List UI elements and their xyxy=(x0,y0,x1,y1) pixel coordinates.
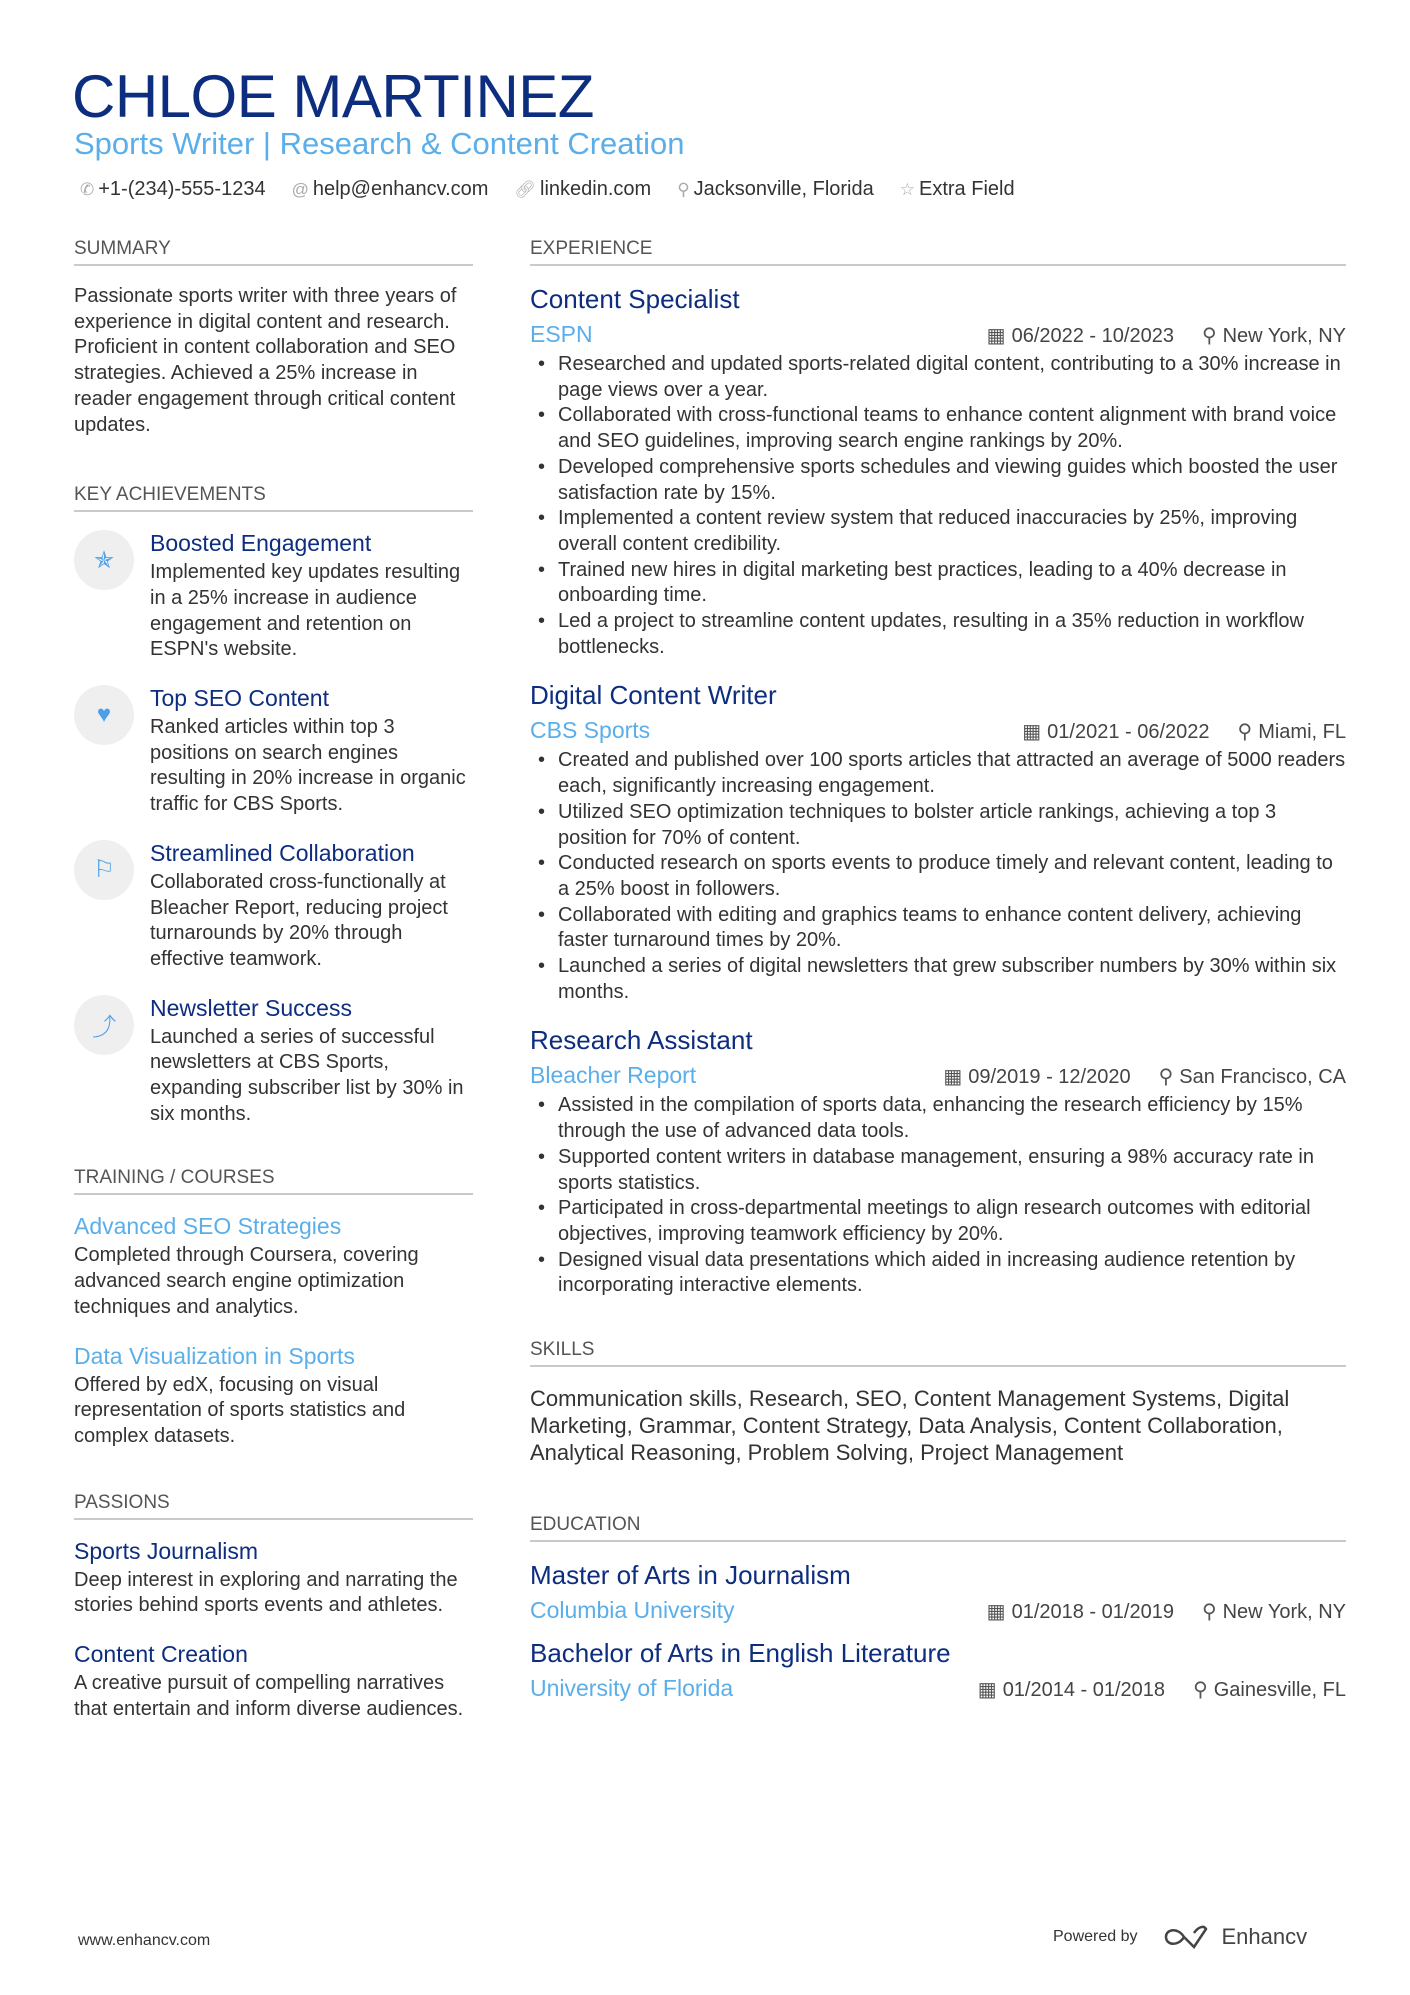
enhancv-logo xyxy=(1164,1924,1308,1950)
contact-linkedin[interactable] xyxy=(514,178,651,201)
education-details xyxy=(987,1599,1346,1624)
candidate-title: Sports Writer | Research & Content Creation xyxy=(74,126,685,161)
job-dates xyxy=(1022,719,1209,744)
location-text: Jacksonville, Florida xyxy=(693,178,874,200)
left-column xyxy=(74,238,473,1745)
course-item xyxy=(74,1213,473,1320)
skills-heading: SKILLS xyxy=(530,1339,1346,1367)
education-details xyxy=(978,1677,1346,1702)
achievement-title: Top SEO Content xyxy=(150,685,329,712)
achievement-text: Ranked articles within top 3 positions on search engines resulting in 20% increase in organic traffic for CBS Sports. xyxy=(150,716,466,816)
job-title: Digital Content Writer xyxy=(530,680,777,711)
passion-item xyxy=(74,1641,473,1722)
dates-text: 01/2018 - 01/2019 xyxy=(1011,1601,1174,1624)
job-bullet: • Collaborated with editing and graphics teams to enhance content delivery, achieving faster turnaround times by 20%. xyxy=(530,903,1346,954)
phone-text: +1-(234)-555-1234 xyxy=(98,178,266,200)
footer-powered xyxy=(1053,1924,1307,1950)
company-name: ESPN xyxy=(530,321,593,347)
location-icon: ⚲ xyxy=(1193,1679,1208,1702)
degree-title: Bachelor of Arts in English Literature xyxy=(530,1638,951,1669)
education-heading: EDUCATION xyxy=(530,1514,1346,1542)
education-dates xyxy=(987,1599,1174,1624)
achievement-text: Collaborated cross-functionally at Bleacher Report, reducing project turnarounds by 20% through effective teamwork. xyxy=(150,870,448,970)
link-icon: 🔗︎ xyxy=(514,180,537,199)
achievement-text: Implemented key updates resulting in a 25% increase in audience engagement and retention on ESPN's website. xyxy=(150,561,461,661)
achievement-item xyxy=(74,840,473,973)
right-column xyxy=(530,238,1346,1716)
degree-title: Master of Arts in Journalism xyxy=(530,1560,851,1591)
education-entry xyxy=(530,1560,1346,1624)
achievement-item xyxy=(74,685,473,818)
location-icon: ⚲ xyxy=(1201,325,1217,347)
location-icon: ⚲ xyxy=(677,180,690,199)
achievement-title: Streamlined Collaboration xyxy=(150,839,415,866)
star-icon: ☆ xyxy=(899,180,915,199)
location-text: New York, NY xyxy=(1222,1601,1346,1624)
achievement-item xyxy=(74,995,473,1128)
calendar-icon: ▦ xyxy=(943,1066,963,1089)
linkedin-text: linkedin.com xyxy=(540,178,652,200)
company-name: Bleacher Report xyxy=(530,1062,697,1089)
footer-website[interactable]: www.enhancv.com xyxy=(78,1932,211,1949)
training-heading: TRAINING / COURSES xyxy=(74,1167,473,1195)
job-meta xyxy=(530,1062,1346,1089)
company-name: CBS Sports xyxy=(530,717,651,744)
job-title: Research Assistant xyxy=(530,1025,753,1056)
job-dates xyxy=(987,323,1174,348)
passion-title: Sports Journalism xyxy=(74,1537,259,1564)
strategy-icon: ⤴ xyxy=(74,995,134,1055)
job-bullet: • Launched a series of digital newsletters that grew subscriber numbers by 30% within six months. xyxy=(530,954,1346,1005)
brand-text: Enhancv xyxy=(1221,1924,1308,1949)
contact-location xyxy=(677,178,874,201)
star-icon: ✯ xyxy=(74,530,134,590)
education-dates xyxy=(978,1677,1165,1702)
achievement-title: Newsletter Success xyxy=(150,994,352,1021)
enhancv-logo-icon xyxy=(1164,1925,1210,1949)
course-title: Advanced SEO Strategies xyxy=(74,1213,342,1240)
calendar-icon: ▦ xyxy=(986,325,1006,347)
job-bullet: • Developed comprehensive sports schedules and viewing guides which boosted the user satisfaction rate by 15%. xyxy=(530,455,1346,506)
job-dates xyxy=(943,1064,1130,1089)
experience-heading: EXPERIENCE xyxy=(530,238,1346,266)
dates-text: 09/2019 - 12/2020 xyxy=(968,1066,1131,1089)
passion-title: Content Creation xyxy=(74,1641,248,1668)
job-bullet: • Utilized SEO optimization techniques to bolster article rankings, achieving a top 3 position for 70% of content. xyxy=(530,800,1346,851)
education-location xyxy=(1202,1599,1346,1624)
job-location xyxy=(1238,719,1346,744)
job-bullet: • Implemented a content review system that reduced inaccuracies by 25%, improving overall content credibility. xyxy=(530,506,1346,557)
contact-phone[interactable] xyxy=(80,178,266,201)
job-location xyxy=(1159,1064,1346,1089)
candidate-name: CHLOE MARTINEZ xyxy=(72,63,594,130)
dates-text: 01/2021 - 06/2022 xyxy=(1047,721,1210,744)
achievement-title: Boosted Engagement xyxy=(150,530,372,557)
job-details xyxy=(987,323,1346,348)
job-bullets xyxy=(530,748,1346,1005)
heart-icon: ♥ xyxy=(74,685,134,745)
at-icon: @ xyxy=(291,180,309,199)
job-bullet: • Created and published over 100 sports articles that attracted an average of 5000 readers each, significantly increasing engagement. xyxy=(530,748,1346,799)
job-meta xyxy=(530,717,1346,744)
job-bullet: • Trained new hires in digital marketing best practices, leading to a 40% decrease in onboarding time. xyxy=(530,558,1346,609)
location-text: San Francisco, CA xyxy=(1179,1066,1346,1089)
job-entry xyxy=(530,680,1346,1005)
location-icon: ⚲ xyxy=(1201,1601,1217,1624)
location-text: New York, NY xyxy=(1222,325,1346,347)
course-text: Completed through Coursera, covering advanced search engine optimization techniques and analytics. xyxy=(74,1244,419,1318)
calendar-icon: ▦ xyxy=(986,1601,1006,1624)
skills-text: Communication skills, Research, SEO, Content Management Systems, Digital Marketing, Grammar, Content Strategy, Data Analysis, Content Collaboration, Analytical Reasoning, Problem Solving, Project Management xyxy=(530,1386,1290,1466)
dates-text: 01/2014 - 01/2018 xyxy=(1002,1679,1166,1702)
school-name: Columbia University xyxy=(530,1597,735,1624)
job-bullet: • Researched and updated sports-related digital content, contributing to a 30% increase in page views over a year. xyxy=(530,352,1346,403)
job-bullet: • Led a project to streamline content updates, resulting in a 35% reduction in workflow bottlenecks. xyxy=(530,609,1346,660)
achievement-text: Launched a series of successful newsletters at CBS Sports, expanding subscriber list by 30% in six months. xyxy=(150,1025,464,1125)
flag-icon: ⚐ xyxy=(74,840,134,900)
location-icon: ⚲ xyxy=(1237,721,1253,744)
job-bullets xyxy=(530,1093,1346,1299)
job-entry xyxy=(530,1025,1346,1299)
achievements-heading: KEY ACHIEVEMENTS xyxy=(74,484,473,512)
course-text: Offered by edX, focusing on visual representation of sports statistics and complex datasets. xyxy=(74,1373,406,1447)
email-text: help@enhancv.com xyxy=(312,178,489,200)
location-text: Miami, FL xyxy=(1258,721,1346,744)
job-bullet: • Collaborated with cross-functional teams to enhance content alignment with brand voice and SEO guidelines, improving search engine rankings by 20%. xyxy=(530,403,1346,454)
job-bullet: • Conducted research on sports events to produce timely and relevant content, leading to a 25% boost in followers. xyxy=(530,851,1346,902)
location-icon: ⚲ xyxy=(1158,1066,1174,1089)
powered-by-text: Powered by xyxy=(1053,1928,1138,1945)
contact-email[interactable] xyxy=(292,178,489,201)
job-details xyxy=(1022,719,1346,744)
course-item xyxy=(74,1343,473,1450)
job-title: Content Specialist xyxy=(530,284,740,314)
education-entry xyxy=(530,1638,1346,1702)
contact-list xyxy=(80,178,1015,201)
job-bullet: • Designed visual data presentations which aided in increasing audience retention by incorporating interactive elements. xyxy=(530,1248,1346,1299)
extra-text: Extra Field xyxy=(919,178,1015,200)
school-name: University of Florida xyxy=(530,1675,734,1702)
job-bullet: • Supported content writers in database management, ensuring a 98% accuracy rate in sports statistics. xyxy=(530,1145,1346,1196)
passion-text: A creative pursuit of compelling narratives that entertain and inform diverse audiences. xyxy=(74,1672,464,1720)
phone-icon: ✆ xyxy=(80,180,95,199)
summary-heading: SUMMARY xyxy=(74,238,473,266)
course-title: Data Visualization in Sports xyxy=(74,1342,355,1369)
education-location xyxy=(1193,1677,1346,1702)
calendar-icon: ▦ xyxy=(1022,721,1042,744)
passions-heading: PASSIONS xyxy=(74,1492,473,1520)
contact-extra xyxy=(900,178,1015,201)
location-text: Gainesville, FL xyxy=(1213,1679,1346,1702)
job-location xyxy=(1202,323,1346,348)
achievement-item xyxy=(74,530,473,663)
calendar-icon: ▦ xyxy=(977,1679,997,1702)
job-meta xyxy=(530,321,1346,348)
dates-text: 06/2022 - 10/2023 xyxy=(1011,325,1174,347)
job-bullet: • Assisted in the compilation of sports data, enhancing the research efficiency by 15% through the use of advanced data tools. xyxy=(530,1093,1346,1144)
passion-item xyxy=(74,1538,473,1619)
education-meta xyxy=(530,1597,1346,1624)
job-bullet: • Participated in cross-departmental meetings to align research outcomes with editorial objectives, improving teamwork efficiency by 20%. xyxy=(530,1196,1346,1247)
job-bullets xyxy=(530,352,1346,660)
education-meta xyxy=(530,1675,1346,1702)
passion-text: Deep interest in exploring and narrating the stories behind sports events and athletes. xyxy=(74,1568,458,1617)
summary-text: Passionate sports writer with three years of experience in digital content and research. Proficient in content collaboration and SEO strategies. Achieved a 25% increase in reader engagement through critical content updates. xyxy=(74,285,457,436)
job-details xyxy=(943,1064,1346,1089)
job-entry xyxy=(530,284,1346,660)
